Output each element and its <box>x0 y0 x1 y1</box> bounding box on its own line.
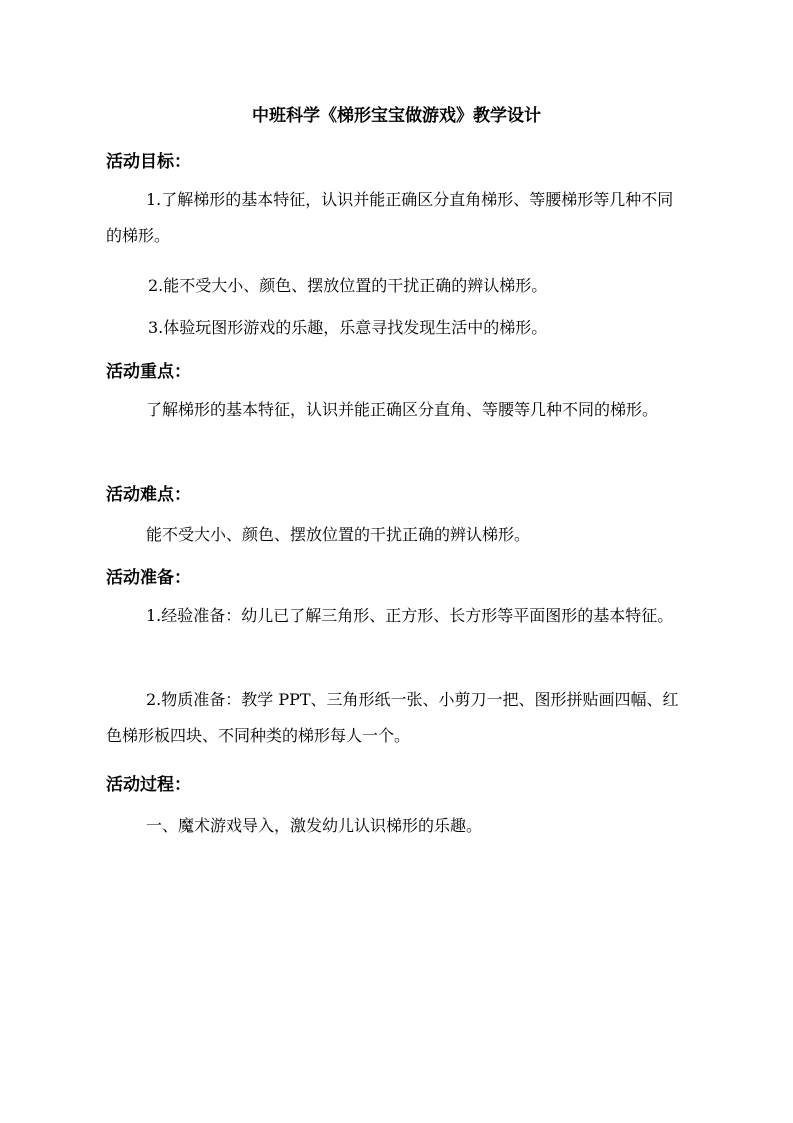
heading-goals: 活动目标： <box>106 152 191 172</box>
process-item-1: 一、魔术游戏导入，激发幼儿认识梯形的乐趣。 <box>146 816 483 835</box>
goal-item-3: 3.体验玩图形游戏的乐趣，乐意寻找发现生活中的梯形。 <box>148 318 548 337</box>
heading-key-points: 活动重点： <box>106 362 191 382</box>
heading-difficulties: 活动难点： <box>106 485 191 505</box>
heading-preparation: 活动准备： <box>106 568 191 588</box>
document-title: 中班科学《梯形宝宝做游戏》教学设计 <box>252 106 541 126</box>
preparation-item-1: 1.经验准备：幼儿已了解三角形、正方形、长方形等平面图形的基本特征。 <box>146 606 674 625</box>
goal-item-2: 2.能不受大小、颜色、摆放位置的干扰正确的辨认梯形。 <box>148 276 548 295</box>
preparation-item-2: 2.物质准备：教学 PPT、三角形纸一张、小剪刀一把、图形拼贴画四幅、红色梯形板四块、不同种类的梯形每人一个。 <box>106 690 679 745</box>
goal-item-1: 1.了解梯形的基本特征，认识并能正确区分直角梯形、等腰梯形等几种不同的梯形。 <box>106 190 674 245</box>
key-points-text: 了解梯形的基本特征，认识并能正确区分直角、等腰等几种不同的梯形。 <box>146 400 659 419</box>
heading-process: 活动过程： <box>106 775 191 795</box>
difficulties-text: 能不受大小、颜色、摆放位置的干扰正确的辨认梯形。 <box>146 525 531 544</box>
